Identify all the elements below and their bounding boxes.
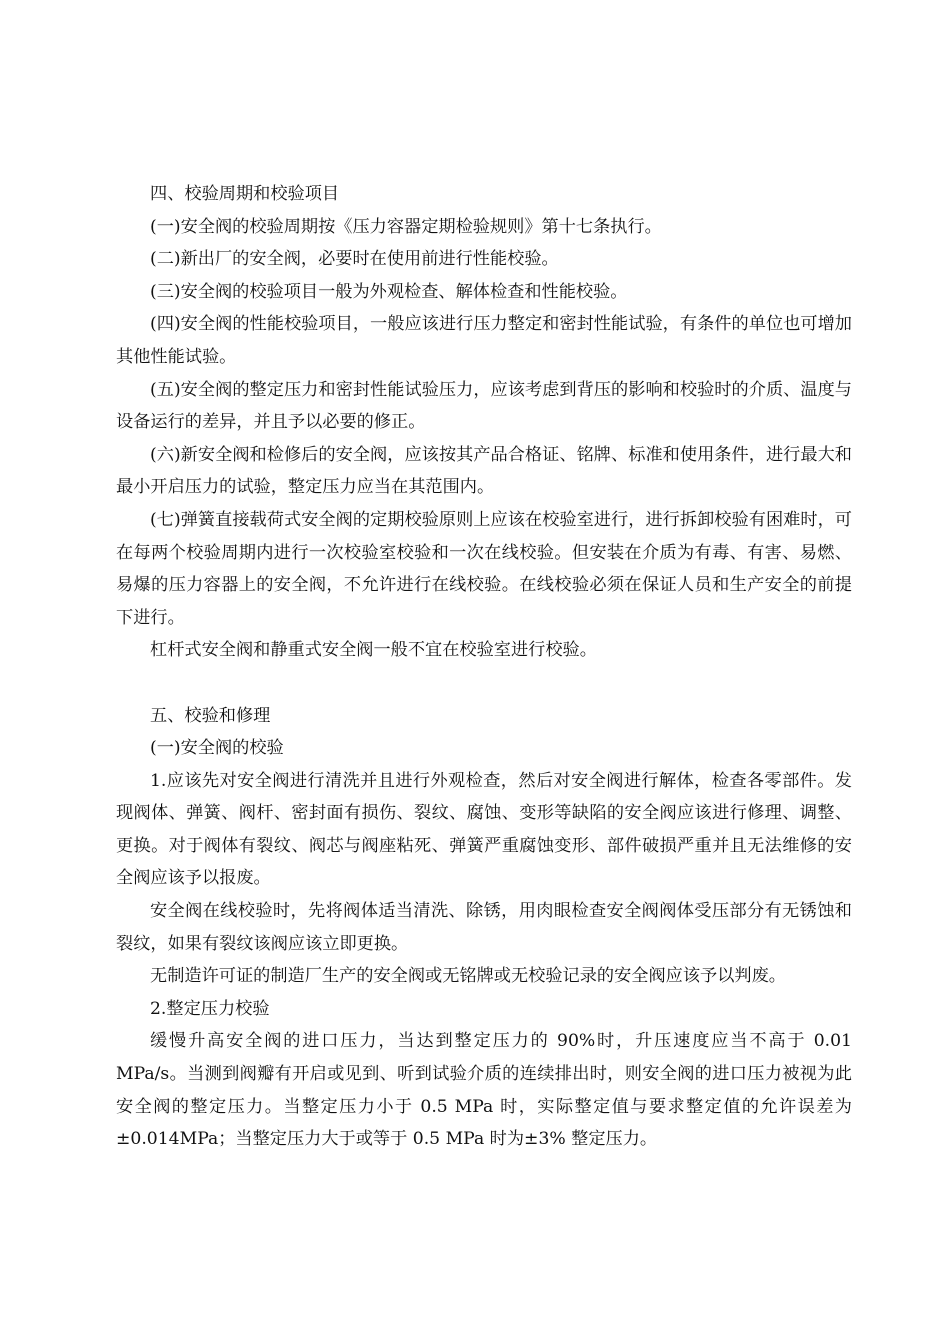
paragraph: (一)安全阀的校验周期按《压力容器定期检验规则》第十七条执行。 — [150, 216, 662, 237]
subsection-heading: 2.整定压力校验 — [150, 998, 270, 1019]
paragraph: (五)安全阀的整定压力和密封性能试验压力，应该考虑到背压的影响和校验时的介质、温度与设备运行的差异，并且予以必要的修正。 — [116, 379, 852, 433]
section-spacer — [116, 667, 852, 700]
section-heading-5: 五、校验和修理 — [150, 705, 271, 726]
paragraph: 安全阀在线校验时，先将阀体适当清洗、除锈，用肉眼检查安全阀阀体受压部分有无锈蚀和裂纹，如果有裂纹该阀应该立即更换。 — [116, 901, 852, 954]
paragraph: 无制造许可证的制造厂生产的安全阀或无铭牌或无校验记录的安全阀应该予以判废。 — [150, 966, 786, 987]
section-heading-4: 四、校验周期和校验项目 — [150, 184, 340, 204]
paragraph: (二)新出厂的安全阀，必要时在使用前进行性能校验。 — [150, 249, 559, 270]
paragraph: (四)安全阀的性能校验项目，一般应该进行压力整定和密封性能试验，有条件的单位也可增加其他性能试验。 — [116, 314, 852, 367]
subsection-heading: (一)安全阀的校验 — [150, 738, 284, 759]
paragraph: 缓慢升高安全阀的进口压力，当达到整定压力的 90%时，升压速度应当不高于 0.01 MPa/s。当测到阀瓣有开启或见到、听到试验介质的连续排出时，则安全阀的进口压力被视为此安全阀的整定压力。当整定压力小于 0.5 MPa 时，实际整定值与要求整定值的允许误差为±0.014MPa；当整定压力大于或等于 0.5 MPa 时为±3% 整定压力。 — [116, 1031, 852, 1150]
paragraph: (六)新安全阀和检修后的安全阀，应该按其产品合格证、铭牌、标准和使用条件，进行最大和最小开启压力的试验，整定压力应当在其范围内。 — [116, 444, 852, 498]
paragraph: 1.应该先对安全阀进行清洗并且进行外观检查，然后对安全阀进行解体，检查各零部件。发现阀体、弹簧、阀杆、密封面有损伤、裂纹、腐蚀、变形等缺陷的安全阀应该进行修理、调整、更换。对于阀体有裂纹、阀芯与阀座粘死、弹簧严重腐蚀变形、部件破损严重并且无法维修的安全阀应该予以报废。 — [116, 770, 852, 889]
paragraph: (七)弹簧直接载荷式安全阀的定期校验原则上应该在校验室进行，进行拆卸校验有困难时，可在每两个校验周期内进行一次校验室校验和一次在线校验。但安装在介质为有毒、有害、易燃、易爆的压力容器上的安全阀，不允许进行在线校验。在线校验必须在保证人员和生产安全的前提下进行。 — [116, 509, 852, 628]
paragraph: 杠杆式安全阀和静重式安全阀一般不宜在校验室进行校验。 — [150, 640, 597, 661]
paragraph: (三)安全阀的校验项目一般为外观检查、解体检查和性能校验。 — [150, 281, 628, 302]
document-body — [116, 178, 852, 1156]
